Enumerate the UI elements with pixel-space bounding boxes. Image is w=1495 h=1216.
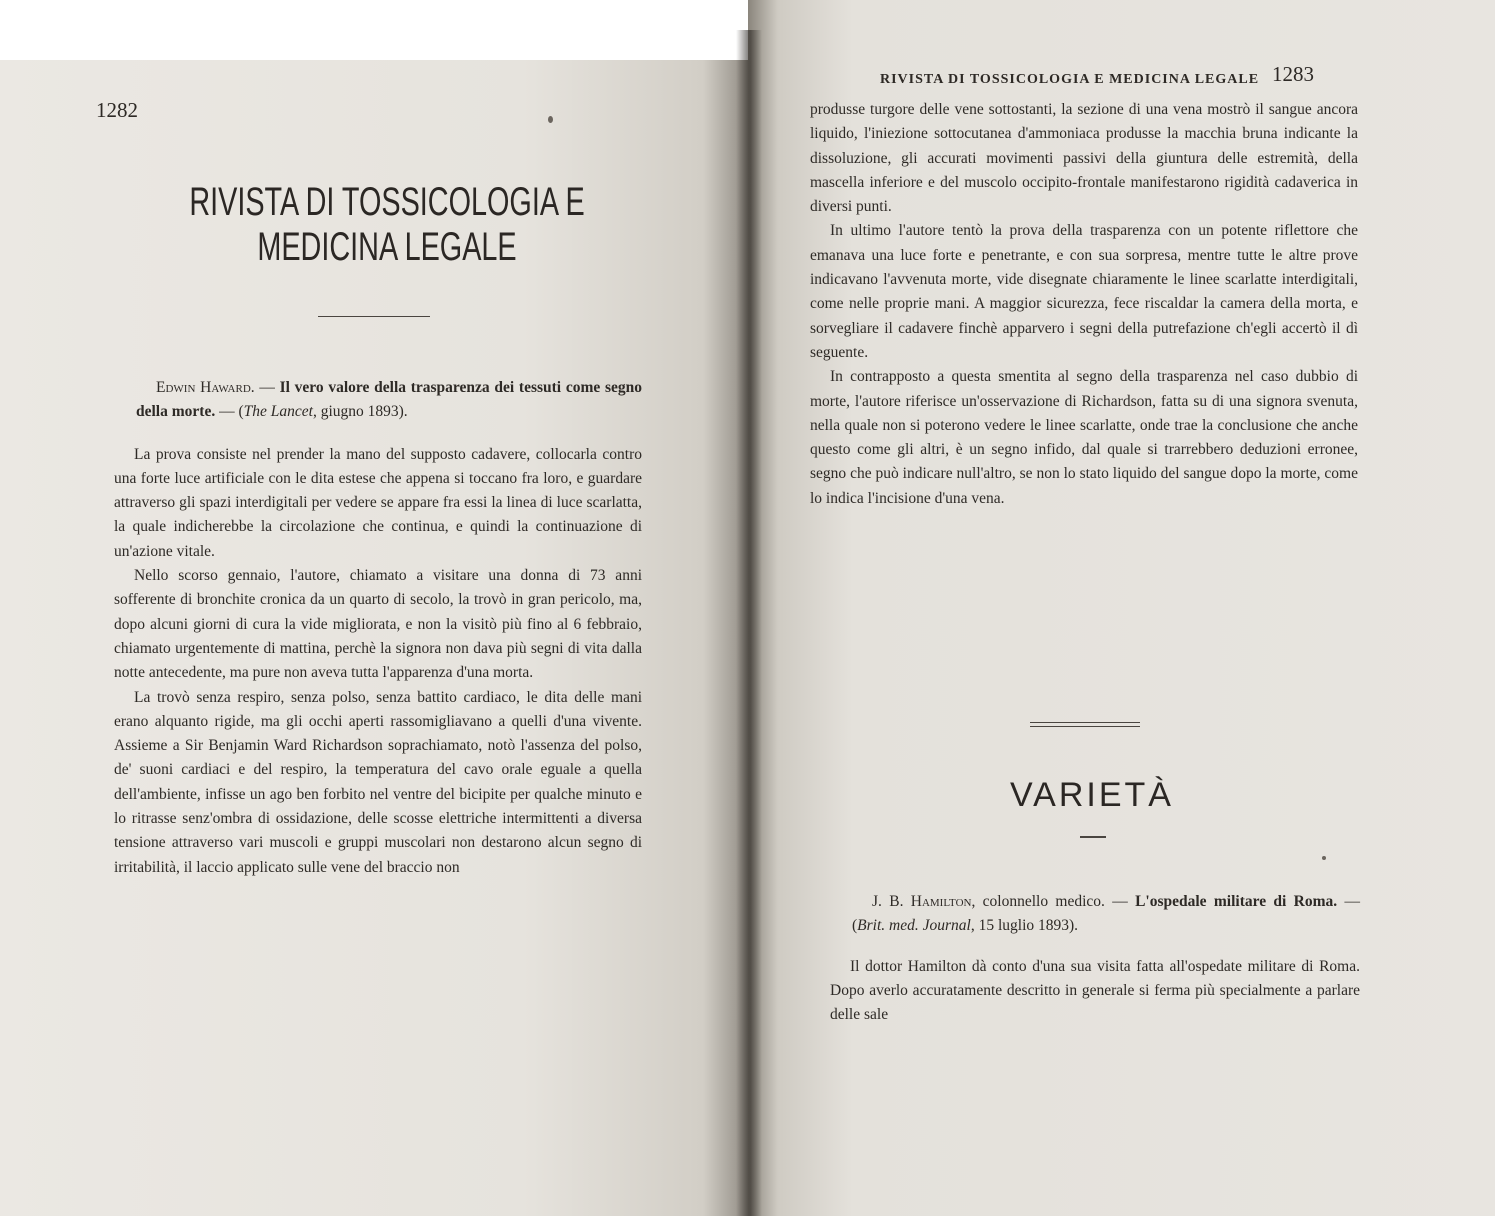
citation-author: Edwin Haward. — [156, 379, 255, 396]
title-rule — [318, 316, 430, 317]
right-text-block — [810, 98, 1358, 511]
page-number: 1282 — [96, 98, 138, 122]
body-paragraph: La trovò senza respiro, senza polso, senza battito cardiaco, le dita delle mani erano alquanto rigide, ma gli occhi aperti rassomigliavano a quelli d'una vivente. Assieme a Sir Benjamin Ward Richardson soprachiamato, notò l'assenza del polso, de' suoni cardiaci e del respiro, la temperatura del cavo orale eguale a quella dell'ambiente, infisse un ago ben forbito nel ventre del bicipite per qualche minuto e lo ritrasse senz'ombra di ossidazione, delle scosse elettriche intermittenti a diversa tensione attraverso vari muscoli e gruppi muscolari non destarono alcun segno di irritabilità, il laccio applicato sulle vene del braccio non — [114, 688, 642, 876]
body-paragraph: In contrapposto a questa smentita al segno della trasparenza nel caso dubbio di morte, l'autore riferisce un'osservazione di Richardson, fatta su di una signora svenuta, nella quale non si poterono vedere le linee scarlatte, onde trae la conclusione che anche questo come gli altri, è un segno infido, dal quale si trarrebbero deduzioni erronee, segno che può indicare null'altro, se non lo stato liquido del sangue dopo la morte, come lo indica l'incisione d'una vena. — [810, 368, 1358, 507]
book-gutter — [736, 30, 762, 1216]
body-paragraph: La prova consiste nel prender la mano del supposto cadavere, collocarla contro una forte luce artificiale con le dita estese che appena si toccano fra loro, e guardare attraverso gli spazi interdigitali per vedere se appare fra essi la linea di luce scarlatta, la quale indicherebbe la circolazione che continua, e quindi la continuazione di un'azione vitale. — [114, 445, 642, 560]
right-page — [748, 0, 1495, 1216]
citation-title: L'ospedale militare di Roma. — [1135, 893, 1338, 910]
body-paragraph: Nello scorso gennaio, l'autore, chiamato a visitare una donna di 73 anni sofferente di bronchite cronica da un quarto di secolo, la trovò in gran pericolo, ma, dopo alcuni giorni di cura la vide migliorata, e non la visitò più fino al 6 febbraio, chiamato urgentemente di mattina, perchè la signora non dava più segni di vita dalla notte antecedente, ma pure non aveva tutta l'apparenza d'una morta. — [114, 567, 642, 682]
ink-speck — [548, 116, 553, 123]
page-number: 1283 — [1272, 62, 1314, 86]
body-paragraph: produsse turgore delle vene sottostanti, la sezione di una vena mostrò il sangue ancora liquido, l'iniezione sottocutanea d'ammoniaca produsse la macchia bruna indicante la dissoluzione, gli accurati movimenti passivi della giuntura delle estremità, della mascella inferiore e del muscolo occipito-frontale manifestarono rigidità cadaverica in diversi punti. — [810, 101, 1358, 216]
article-citation: J. B. Hamilton, colonnello medico. — L'ospedale militare di Roma. — (Brit. med. Journal, 15 luglio 1893). — [852, 893, 1360, 935]
journal-title: RIVISTA DI TOSSICOLOGIA E MEDICINA LEGALE — [189, 180, 585, 269]
citation-title: Il vero valore della trasparenza dei tessuti come segno della morte. — [136, 379, 643, 421]
left-page — [0, 60, 748, 1216]
section-title-rule — [1080, 836, 1106, 838]
article-citation: Edwin Haward. — Il vero valore della trasparenza dei tessuti come segno della morte. — (The Lancet, giugno 1893). — [136, 379, 643, 421]
ink-speck — [1322, 856, 1326, 860]
running-head: RIVISTA DI TOSSICOLOGIA E MEDICINA LEGALE — [880, 72, 1260, 87]
citation-author: J. B. Hamilton, — [872, 893, 976, 910]
body-paragraph: Il dottor Hamilton dà conto d'una sua visita fatta all'ospedate militare di Roma. Dopo averlo accuratamente descritto in generale si ferma più specialmente a parlare delle sale — [830, 957, 1360, 1024]
body-paragraph: In ultimo l'autore tentò la prova della trasparenza con un potente riflettore che emanava una luce forte e penetrante, e con sua sorpresa, mentre tutte le altre prove indicavano l'avvenuta morte, vide disegnate chiaramente le linee scarlatte interdigitali, come nelle proprie mani. A maggior sicurezza, fece riscaldar la camera della morta, e sorvegliare il cadavere finchè apparvero i segni della putrefazione ch'egli accertò il dì seguente. — [810, 222, 1358, 361]
second-article — [830, 890, 1360, 1027]
citation-source: The Lancet — [243, 403, 313, 421]
citation-source: Brit. med. Journal — [857, 917, 971, 935]
section-title: VARIETÀ — [1010, 776, 1174, 814]
left-text-block — [114, 376, 642, 880]
section-divider — [1030, 722, 1140, 727]
